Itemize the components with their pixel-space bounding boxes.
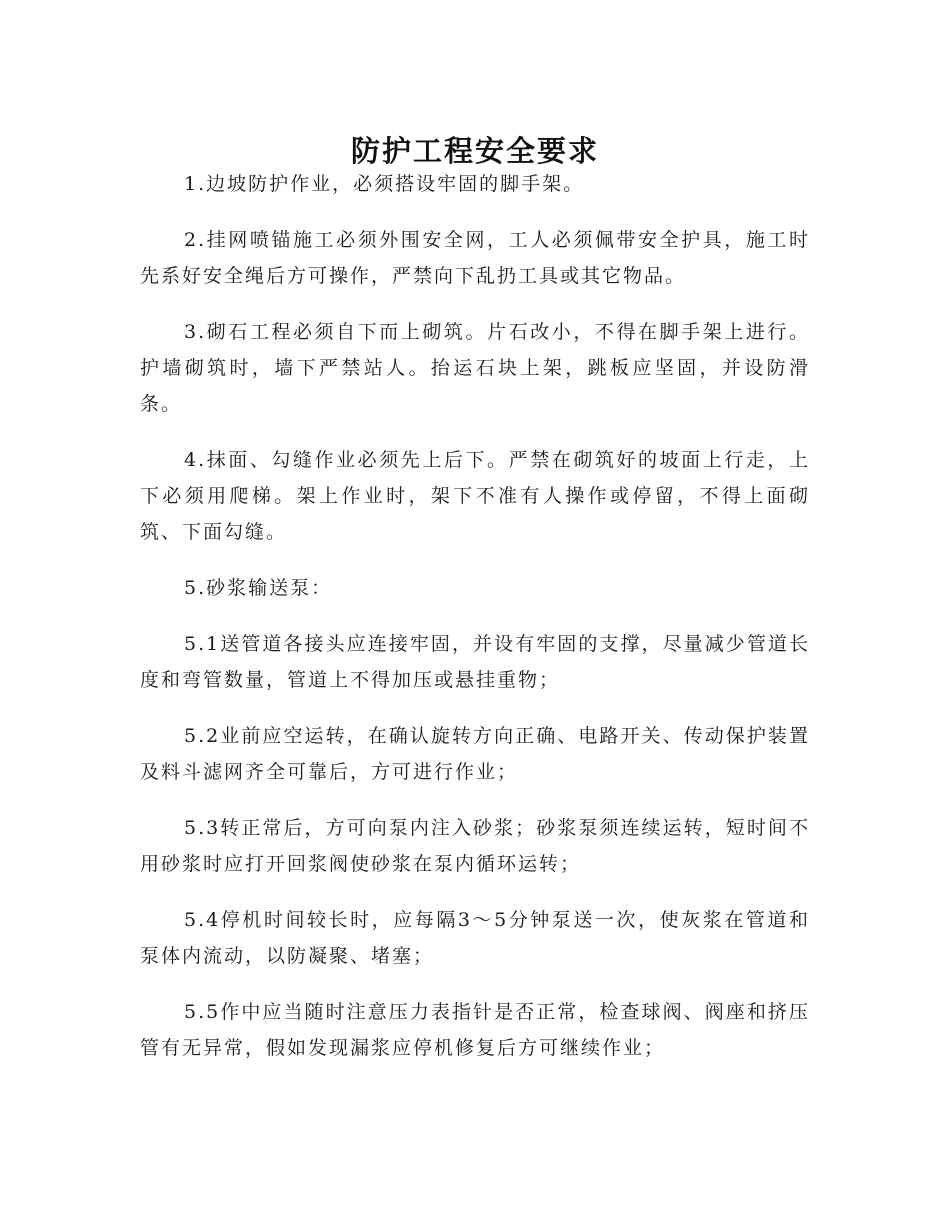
paragraph-3: 3.砌石工程必须自下而上砌筑。片石改小，不得在脚手架上进行。护墙砌筑时，墙下严禁站人。抬运石块上架，跳板应坚固，并设防滑条。 bbox=[140, 321, 810, 415]
paragraph-4: 4.抹面、勾缝作业必须先上后下。严禁在砌筑好的坡面上行走，上下必须用爬梯。架上作业时，架下不准有人操作或停留，不得上面砌筑、下面勾缝。 bbox=[140, 449, 810, 543]
paragraph-5-4: 5.4停机时间较长时，应每隔3～5分钟泵送一次，使灰浆在管道和泵体内流动，以防凝聚、堵塞； bbox=[140, 909, 810, 967]
paragraph-5-5: 5.5作中应当随时注意压力表指针是否正常，检查球阀、阀座和挤压管有无异常，假如发现漏浆应停机修复后方可继续作业； bbox=[140, 1001, 810, 1059]
paragraph-2: 2.挂网喷锚施工必须外围安全网，工人必须佩带安全护具，施工时先系好安全绳后方可操作，严禁向下乱扔工具或其它物品。 bbox=[140, 229, 810, 287]
paragraph-5-2: 5.2业前应空运转，在确认旋转方向正确、电路开关、传动保护装置及料斗滤网齐全可靠后，方可进行作业； bbox=[140, 725, 810, 783]
document-body bbox=[140, 166, 810, 1086]
paragraph-5-1: 5.1送管道各接头应连接牢固，并设有牢固的支撑，尽量减少管道长度和弯管数量，管道上不得加压或悬挂重物； bbox=[140, 633, 810, 691]
paragraph-5: 5.砂浆输送泵： bbox=[184, 577, 333, 599]
paragraph-1: 1.边坡防护作业，必须搭设牢固的脚手架。 bbox=[184, 173, 585, 195]
paragraph-5-3: 5.3转正常后，方可向泵内注入砂浆；砂浆泵须连续运转，短时间不用砂浆时应打开回浆阀使砂浆在泵内循环运转； bbox=[140, 817, 810, 875]
document-title: 防护工程安全要求 bbox=[350, 134, 599, 169]
